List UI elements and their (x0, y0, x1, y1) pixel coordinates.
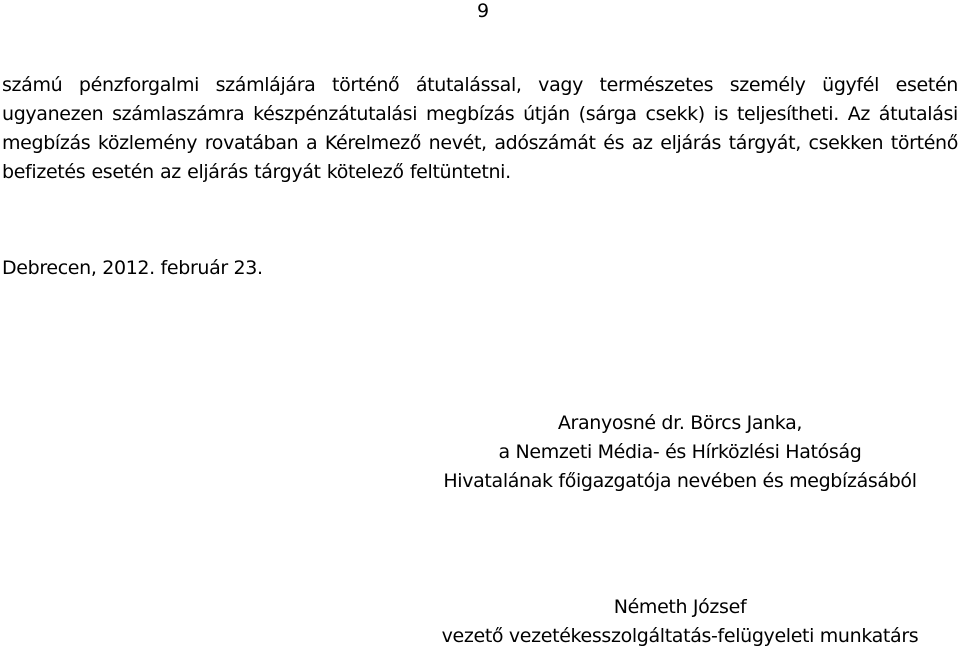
body-paragraph: számú pénzforgalmi számlájára történő átutalással, vagy természetes személy ügyfél esetén ugyanezen számlaszámra készpénzátutalási megbízás útján (sárga csekk) is teljesítheti. Az átutalási megbízás közlemény rovatában a Kérelmező nevét, adószámát és az eljárás tárgyát, csekken történő befizetés esetén az eljárás tárgyát kötelező feltüntetni. (2, 74, 958, 183)
signatory-title: vezető vezetékesszolgáltatás-felügyeleti munkatárs (441, 625, 919, 647)
page-number (0, 0, 960, 22)
signatory-name: Németh József (613, 596, 747, 618)
signatory-organization: a Nemzeti Média- és Hírközlési Hatóság (498, 441, 862, 463)
page-number-text: 9 (476, 0, 490, 22)
signatory-capacity: Hivatalának főigazgatója nevében és megbízásából (443, 470, 917, 492)
signatory-name: Aranyosné dr. Börcs Janka, (557, 412, 803, 434)
date-line: Debrecen, 2012. február 23. (2, 257, 263, 279)
signature-block-secondary (400, 593, 960, 651)
signature-block-primary (400, 409, 960, 496)
